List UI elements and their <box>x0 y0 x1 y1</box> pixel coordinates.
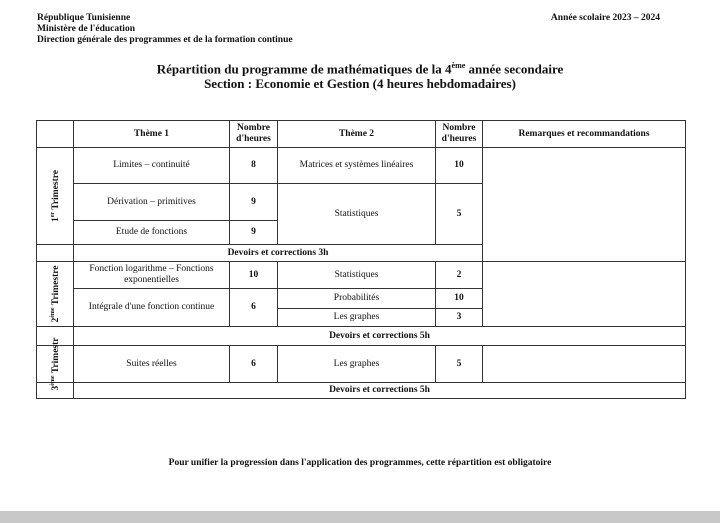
t1-hours2-cell: 5 <box>436 184 483 245</box>
t3-hours1-cell: 6 <box>230 346 278 383</box>
school-year: Année scolaire 2023 – 2024 <box>550 13 660 23</box>
t1-hours1-cell: 9 <box>230 184 278 221</box>
t3-remarks-cell <box>483 346 686 383</box>
trimester-3-sup: ème <box>49 375 56 386</box>
t1-hours1-cell: 8 <box>230 148 278 184</box>
t1-devoirs-spacer <box>37 245 74 262</box>
program-table <box>36 120 686 399</box>
table-row <box>37 346 686 383</box>
t2-remarks-cell <box>483 262 686 327</box>
t2-theme2-cell: Statistiques <box>278 262 436 289</box>
page-title <box>0 58 720 91</box>
t2-hours2-cell: 2 <box>436 262 483 289</box>
header-institution <box>37 13 293 46</box>
header-remarks: Remarques et recommandations <box>483 121 686 148</box>
header-hours1: Nombre d'heures <box>230 121 278 148</box>
t2-devoirs-cell: Devoirs et corrections 5h <box>74 327 686 346</box>
trimester-2-label <box>37 262 74 327</box>
trimester-3-label <box>37 337 74 391</box>
t2-hours2-cell: 10 <box>436 289 483 309</box>
t1-hours1-cell: 9 <box>230 221 278 245</box>
header-empty-cell <box>37 121 74 148</box>
header-hours2: Nombre d'heures <box>436 121 483 148</box>
table-row <box>37 262 686 289</box>
title-line-1-end: année secondaire <box>465 61 564 77</box>
t3-theme2-cell: Les graphes <box>278 346 436 383</box>
table-row <box>37 327 686 346</box>
t1-theme2-cell: Matrices et systèmes linéaires <box>278 148 436 184</box>
trimester-1-word: Trimestre <box>51 169 62 210</box>
bottom-scrollbar-strip <box>0 511 720 523</box>
t2-hours2-cell: 3 <box>436 309 483 327</box>
t2-theme2-cell: Les graphes <box>278 309 436 327</box>
t2-theme2-cell: Probabilités <box>278 289 436 309</box>
title-line-1-sup: ème <box>451 61 466 70</box>
t1-theme2-cell: Statistiques <box>278 184 436 245</box>
trimester-2-num: 2 <box>51 317 62 323</box>
t2-hours1-cell: 6 <box>230 289 278 327</box>
trimester-2-sup: ème <box>49 307 56 318</box>
t3-devoirs-cell: Devoirs et corrections 5h <box>74 383 686 399</box>
trimester-3-word: Trimestr <box>51 337 62 374</box>
t1-theme1-cell: Limites – continuité <box>74 148 230 184</box>
title-line-1-main: Répartition du programme de mathématiques de la 4 <box>156 61 452 77</box>
t3-theme1-cell: Suites réelles <box>74 346 230 383</box>
table-row <box>37 383 686 399</box>
title-line-2: Section : Economie et Gestion (4 heures hebdomadaires) <box>204 76 516 92</box>
trimester-1-label <box>37 148 74 245</box>
t1-theme1-cell: Dérivation – primitives <box>74 184 230 221</box>
t2-hours1-cell: 10 <box>230 262 278 289</box>
footer-note: Pour unifier la progression dans l'application des programmes, cette répartition est obligatoire <box>168 458 552 468</box>
header-line-direction: Direction générale des programmes et de la formation continue <box>37 35 293 45</box>
t2-theme1-cell: Intégrale d'une fonction continue <box>74 289 230 327</box>
t1-theme1-cell: Etude de fonctions <box>74 221 230 245</box>
trimester-1-num: 1 <box>51 217 62 223</box>
trimester-3-num: 3 <box>51 385 62 391</box>
table-row <box>37 148 686 184</box>
t1-remarks-cell <box>483 148 686 262</box>
header-theme2: Thème 2 <box>278 121 436 148</box>
t1-hours2-cell: 10 <box>436 148 483 184</box>
t2-theme1-cell: Fonction logarithme – Fonctions exponentielles <box>74 262 230 289</box>
t3-hours2-cell: 5 <box>436 346 483 383</box>
trimester-2-word: Trimestre <box>51 265 62 306</box>
table-header-row <box>37 121 686 148</box>
header-theme1: Thème 1 <box>74 121 230 148</box>
trimester-1-sup: er <box>49 211 56 218</box>
t1-devoirs-cell: Devoirs et corrections 3h <box>74 245 483 262</box>
title-line-1 <box>0 58 720 76</box>
header-line-republic: République Tunisienne <box>37 13 131 23</box>
header-line-ministry: Ministère de l'éducation <box>37 24 135 34</box>
